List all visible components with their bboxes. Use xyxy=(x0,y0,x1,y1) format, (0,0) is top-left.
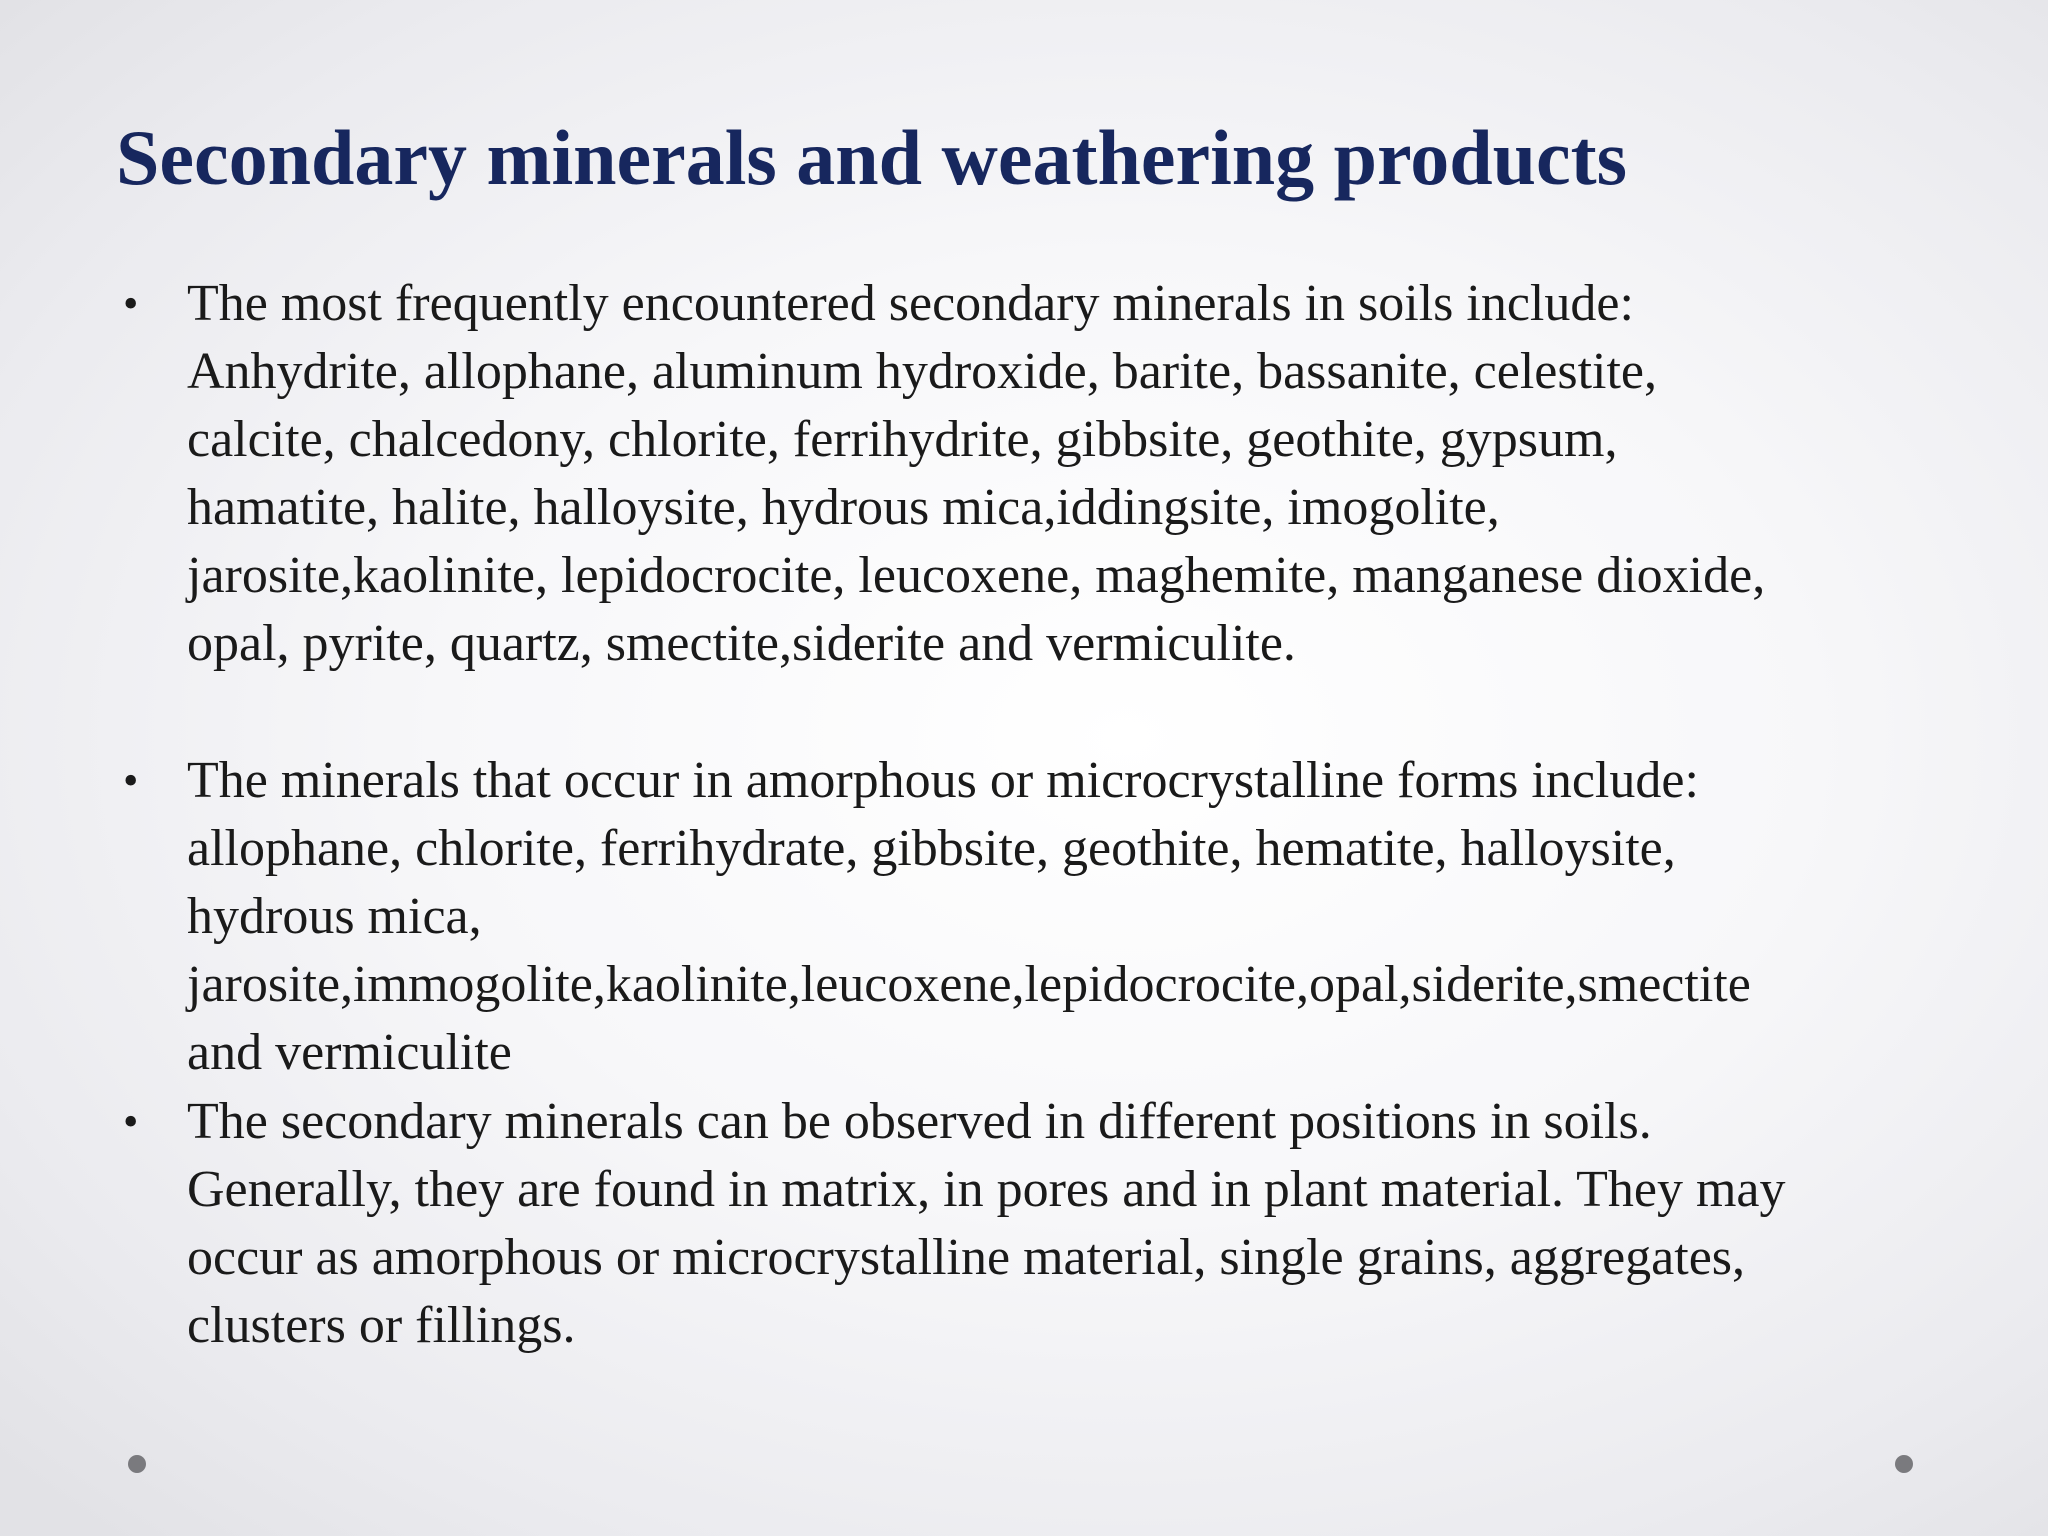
bullet-text-line: clusters or fillings. xyxy=(187,1297,576,1354)
bullet-icon: • xyxy=(123,756,139,805)
bullet-text-line: The most frequently encountered secondary minerals in soils include: xyxy=(187,275,1634,332)
bullet-item xyxy=(123,270,1947,678)
bullet-text-line: occur as amorphous or microcrystalline material, single grains, aggregates, xyxy=(187,1229,1746,1286)
corner-dot-icon xyxy=(1895,1455,1913,1473)
bullet-text-line: and vermiculite xyxy=(187,1024,512,1081)
corner-dot-icon xyxy=(128,1455,146,1473)
bullet-text-line: hydrous mica, xyxy=(187,888,482,945)
bullet-text-line: jarosite,immogolite,kaolinite,leucoxene,lepidocrocite,opal,siderite,smectite xyxy=(187,956,1751,1013)
bullet-item xyxy=(123,1088,1947,1360)
bullet-icon: • xyxy=(123,279,139,328)
bullet-item xyxy=(123,747,1947,1087)
bullet-text-line: The minerals that occur in amorphous or microcrystalline forms include: xyxy=(187,752,1699,809)
bullet-text-line: calcite, chalcedony, chlorite, ferrihydrite, gibbsite, geothite, gypsum, xyxy=(187,411,1618,468)
bullet-text-line: allophane, chlorite, ferrihydrate, gibbsite, geothite, hematite, halloysite, xyxy=(187,820,1676,877)
slide-title: Secondary minerals and weathering products xyxy=(116,114,1627,201)
bullet-icon: • xyxy=(123,1097,139,1146)
bullet-text-line: hamatite, halite, halloysite, hydrous mica,iddingsite, imogolite, xyxy=(187,479,1500,536)
bullet-text-line: jarosite,kaolinite, lepidocrocite, leucoxene, maghemite, manganese dioxide, xyxy=(187,547,1766,604)
bullet-text-line: The secondary minerals can be observed in different positions in soils. xyxy=(187,1093,1652,1150)
bullet-text-line: Generally, they are found in matrix, in pores and in plant material. They may xyxy=(187,1161,1786,1218)
bullet-text-line: opal, pyrite, quartz, smectite,siderite and vermiculite. xyxy=(187,615,1296,672)
bullet-text-line: Anhydrite, allophane, aluminum hydroxide, barite, bassanite, celestite, xyxy=(187,343,1658,400)
